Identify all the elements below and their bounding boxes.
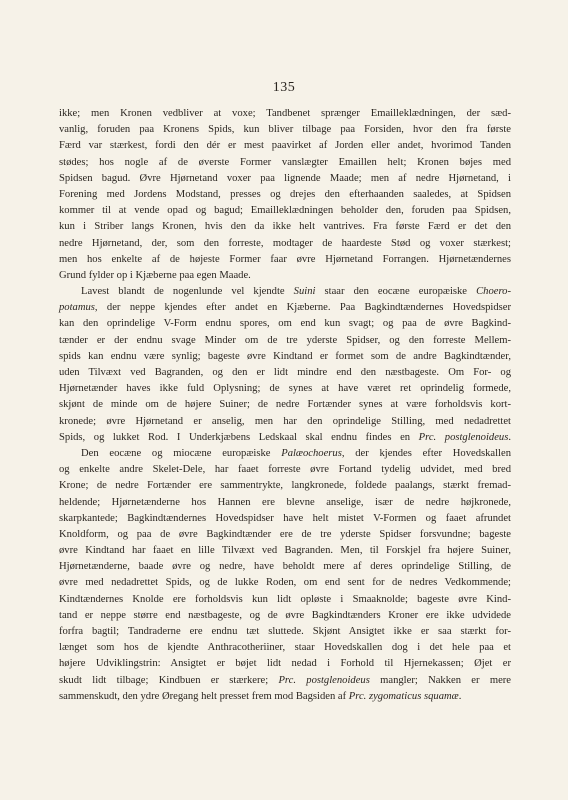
line-segment: tand er neppe større end næstbageste, og de øvre Bagkindtænders Kroner ere ikke udvidede xyxy=(59,609,511,621)
line-segment: ikke; men Kronen vedbliver at voxe; Tandbenet sprænger Emailleklædningen, der sæd- xyxy=(59,108,511,119)
text-line xyxy=(59,673,511,689)
text-line xyxy=(59,592,511,608)
line-segment: . xyxy=(508,431,511,443)
line-segment: Spidsen bagud. Øvre Hjørnetand voxer paa lignende Maade; men af nedre Hjørnetand, i xyxy=(59,172,511,184)
text-line xyxy=(59,559,511,575)
line-segment: kronede; øvre Hjørnetand er anselig, men har den oprindelige Stilling, med nedadrettet xyxy=(59,415,511,427)
text-line xyxy=(59,397,511,413)
text-line xyxy=(59,122,511,138)
line-segment: vanlig, foruden paa Kronens Spids, kun bliver tilbage paa Forsiden, hvor den fra første xyxy=(59,124,511,136)
text-line xyxy=(59,268,511,284)
line-segment: , der kjendes efter Hovedskallen xyxy=(341,447,511,459)
text-line xyxy=(59,414,511,430)
text-line xyxy=(59,543,511,559)
text-line xyxy=(59,316,511,332)
line-segment: Spids, og lukket Rod. I Underkjæbens Ledskaal skal endnu findes en xyxy=(59,431,419,443)
text-line xyxy=(59,430,511,446)
line-segment: staar den eocæne europæiske xyxy=(315,286,477,298)
page-number: 135 xyxy=(272,80,296,95)
text-line xyxy=(59,284,511,300)
line-segment: Lavest blandt de nogenlunde vel kjendte xyxy=(81,286,294,298)
text-line xyxy=(59,365,511,381)
body-text xyxy=(59,106,511,705)
line-segment: tænder er der endnu svage Minder om de tre yderste Spidser, og den forreste Mellem- xyxy=(59,334,511,346)
line-segment: skjønt de minde om de højere Suiner; de nedre Fortænder synes at være forholdsvis kort- xyxy=(59,399,511,411)
text-line xyxy=(59,624,511,640)
line-segment: . xyxy=(458,690,462,702)
line-segment: Forening med Jordens Modstand, presses og drejes den efterhaanden saaledes, at Spidsen xyxy=(59,188,511,200)
text-line xyxy=(59,608,511,624)
text-line xyxy=(59,446,511,462)
text-line xyxy=(59,511,511,527)
line-segment: kan den oprindelige V-Form endnu spores, om end kun svagt; og paa de øvre Bagkind- xyxy=(59,318,511,330)
italic-term: Palæochoerus xyxy=(281,447,342,459)
text-line xyxy=(59,219,511,235)
line-segment: stødes; hos nogle af de øverste Former vanslægter Emaillen helt; Kronen bøjes med xyxy=(59,156,511,168)
text-line xyxy=(59,381,511,397)
italic-term: Prc. postglenoideus xyxy=(278,674,370,686)
line-segment: nedre Hjørnetand, der, som den forreste, modtager de haardeste Stød og voxer stærkest; xyxy=(59,237,511,249)
text-line xyxy=(59,155,511,171)
text-line xyxy=(59,689,511,705)
line-segment: men hos enkelte af de højeste Former faar øvre Hjørnetand Forrangen. Hjørnetændernes xyxy=(59,253,511,265)
line-segment: heldende; Hjørnetænderne hos Hannen ere blevne anselige, især de nedre højkronede, xyxy=(59,496,511,508)
text-line xyxy=(59,656,511,672)
italic-term: potamus xyxy=(59,302,95,314)
italic-term: Prc. zygomaticus squamæ xyxy=(348,690,459,702)
line-segment: forfra bagtil; Tandraderne ere endnu tæt sluttede. Skjønt Ansigtet ikke er saa stærkt for- xyxy=(59,626,511,637)
text-line xyxy=(59,236,511,252)
text-line xyxy=(59,640,511,656)
italic-term: Suini xyxy=(293,286,316,298)
line-segment: skarpkantede; Bagkindtændernes Hovedspidser have helt mistet V-Formen og faaet afrundet xyxy=(59,512,511,524)
line-segment: øvre Kindtand har faaet en lille Tilvæxt ved Bagranden. Men, til Forskjel fra højere Suiner, xyxy=(59,545,511,557)
line-segment: Hjørnetænder haves ikke fuld Oplysning; de synes at have været ret oprindelig formede, xyxy=(59,383,511,395)
text-line xyxy=(59,300,511,316)
line-segment: skudt lidt tilbage; Kindbuen er stærkere; xyxy=(59,674,279,686)
line-segment: Grund fylder op i Kjæberne paa egen Maade. xyxy=(59,269,251,281)
text-line xyxy=(59,333,511,349)
text-line xyxy=(59,462,511,478)
text-line xyxy=(59,495,511,511)
italic-term: Choero- xyxy=(476,286,511,298)
text-line xyxy=(59,171,511,187)
line-segment: Krone; de nedre Fortænder ere sammentrykte, langkronede, foldede paalangs, stærkt fremad- xyxy=(59,480,511,492)
line-segment: kommer til at vende opad og bagud; Emailleklædningen beholder den, foruden paa Spidsen, xyxy=(59,205,511,217)
text-line xyxy=(59,252,511,268)
line-segment: og enkelte andre Skelet-Dele, har faaet forreste øvre Fortand tydelig udvidet, med bred xyxy=(59,464,511,476)
line-segment: Færd var stærkest, fordi den dér er mest paavirket af Jorden eller andet, hvorimod Tanden xyxy=(59,140,511,152)
italic-term: Prc. postglenoideus xyxy=(418,431,509,443)
line-segment: øvre med nedadrettet Spids, og de lukke Roden, om end sent for de nedres Vedkommende; xyxy=(59,577,511,589)
line-segment: kun i Striber langs Kronen, hvis den da ikke helt vantrives. Fra første Færd er det den xyxy=(59,221,511,233)
text-line xyxy=(59,203,511,219)
text-line xyxy=(59,478,511,494)
line-segment: sammenskudt, den ydre Øregang helt presset frem mod Bagsiden af xyxy=(59,690,349,702)
text-line xyxy=(59,106,511,122)
line-segment: Knoldform, og paa de øvre Bagkindtænder ere de tre yderste Spidser forsvundne; bageste xyxy=(59,528,511,540)
line-segment: mangler; Nakken er mere xyxy=(369,674,511,686)
text-line xyxy=(59,527,511,543)
line-segment: Den eocæne og miocæne europæiske xyxy=(81,447,282,459)
line-segment: højere Udviklingstrin: Ansigtet er bøjet lidt nedad i Forhold til Hjernekassen; Øjet er xyxy=(59,658,511,670)
line-segment: spids kan endnu være synlig; bageste øvre Kindtand er formet som de andre Bagkindtænder, xyxy=(59,350,511,362)
text-line xyxy=(59,349,511,365)
line-segment: Kindtændernes Knolde ere forholdsvis kun lidt opløste i Smaaknolde; bageste øvre Kind- xyxy=(59,593,511,605)
line-segment: Hjørnetænderne, baade øvre og nedre, have beholdt mere af deres oprindelige Stilling, de xyxy=(59,561,511,573)
line-segment: , der neppe kjendes efter andet en Kjæberne. Paa Bagkindtændernes Hovedspidser xyxy=(94,302,511,314)
line-segment: længet som hos de kjendte Anthracotheriiner, staar Hovedskallen dog i det hele paa et xyxy=(59,642,511,654)
line-segment: uden Tilvæxt ved Bagranden, og den er lidt mindre end den næstbageste. Om For- og xyxy=(59,367,511,378)
text-line xyxy=(59,187,511,203)
text-line xyxy=(59,138,511,154)
text-line xyxy=(59,575,511,591)
